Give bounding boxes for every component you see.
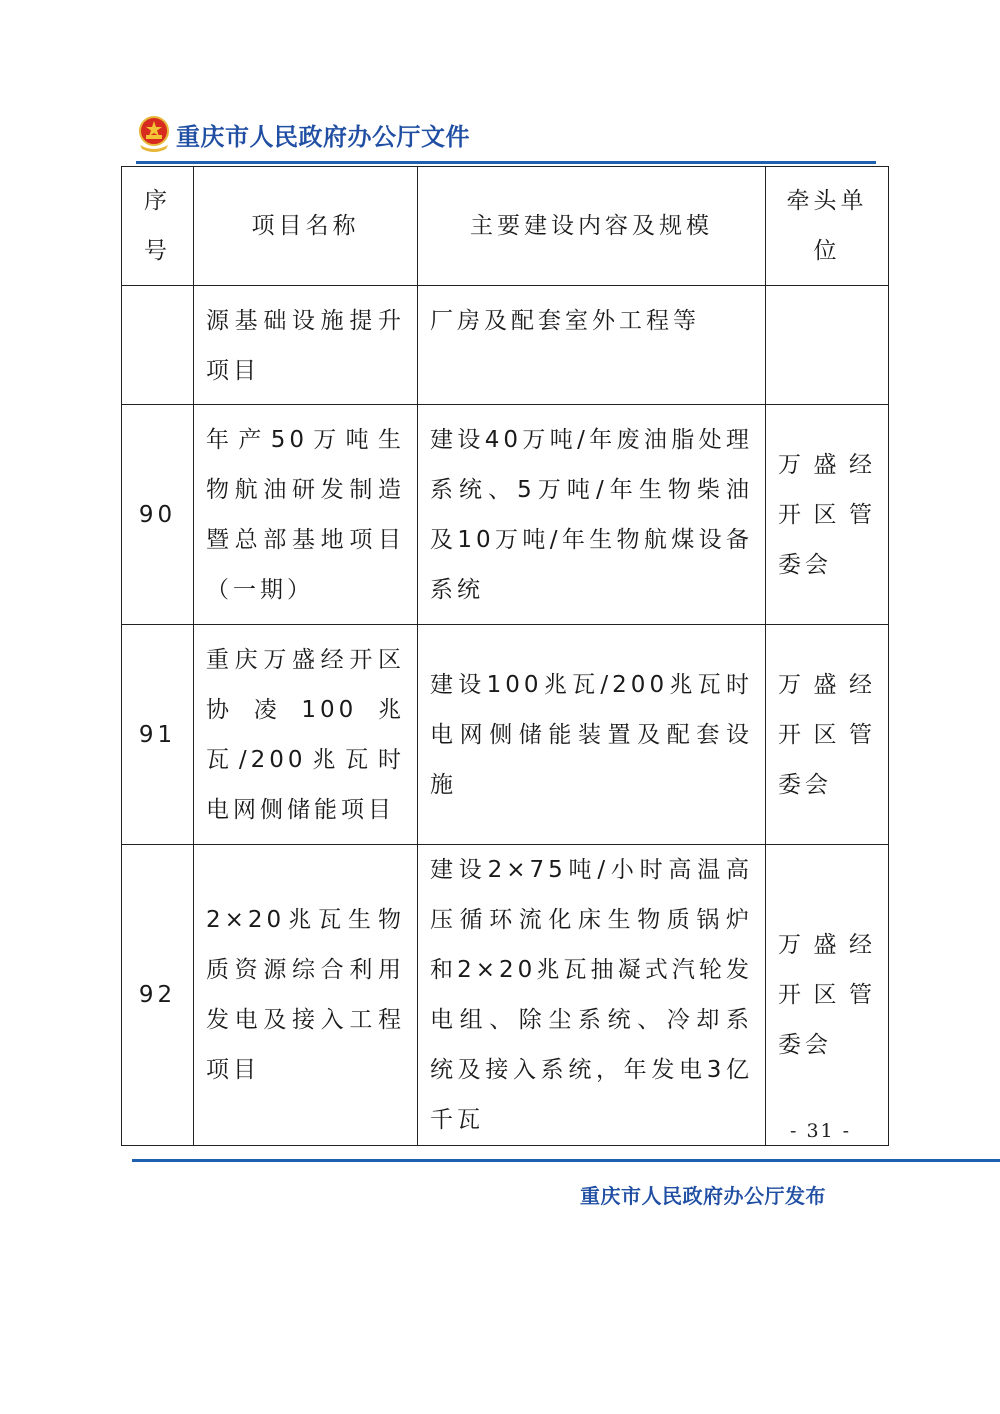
row-name: 重庆万盛经开区协凌100兆瓦/200兆瓦时电网侧储能项目: [194, 625, 418, 845]
national-emblem-icon: [136, 115, 172, 153]
row-unit: 万盛经开区管委会: [766, 845, 889, 1146]
document-header: [136, 114, 470, 154]
footer-divider: [132, 1159, 1000, 1162]
column-header-content: 主要建设内容及规模: [418, 167, 766, 286]
row-no: [122, 286, 194, 405]
row-no: 92: [122, 845, 194, 1146]
row-name: 2×20兆瓦生物质资源综合利用发电及接入工程项目: [194, 845, 418, 1146]
row-name: 源基础设施提升项目: [194, 286, 418, 405]
column-header-no: 序号: [122, 167, 194, 286]
project-table: [121, 166, 889, 1146]
page-number: - 31 -: [790, 1120, 852, 1142]
table-row: [122, 405, 889, 625]
row-no: 90: [122, 405, 194, 625]
row-name: 年产50万吨生物航油研发制造暨总部基地项目（一期）: [194, 405, 418, 625]
footer-publisher: 重庆市人民政府办公厅发布: [580, 1184, 826, 1208]
table-row: [122, 845, 889, 1146]
column-header-unit: 牵头单位: [766, 167, 889, 286]
row-content: 建设40万吨/年废油脂处理系统、5万吨/年生物柴油及10万吨/年生物航煤设备系统: [418, 405, 766, 625]
row-content: 厂房及配套室外工程等: [418, 286, 766, 405]
row-unit: [766, 286, 889, 405]
row-unit: 万盛经开区管委会: [766, 625, 889, 845]
document-title: 重庆市人民政府办公厅文件: [176, 121, 470, 151]
header-divider: [136, 161, 876, 164]
row-content: 建设100兆瓦/200兆瓦时电网侧储能装置及配套设施: [418, 625, 766, 845]
table-header-row: [122, 167, 889, 286]
row-unit: 万盛经开区管委会: [766, 405, 889, 625]
row-no: 91: [122, 625, 194, 845]
column-header-name: 项目名称: [194, 167, 418, 286]
table-row: [122, 286, 889, 405]
row-content: 建设2×75吨/小时高温高压循环流化床生物质锅炉和2×20兆瓦抽凝式汽轮发电组、除尘系统、冷却系统及接入系统，年发电3亿千瓦: [418, 845, 766, 1146]
table-row: [122, 625, 889, 845]
